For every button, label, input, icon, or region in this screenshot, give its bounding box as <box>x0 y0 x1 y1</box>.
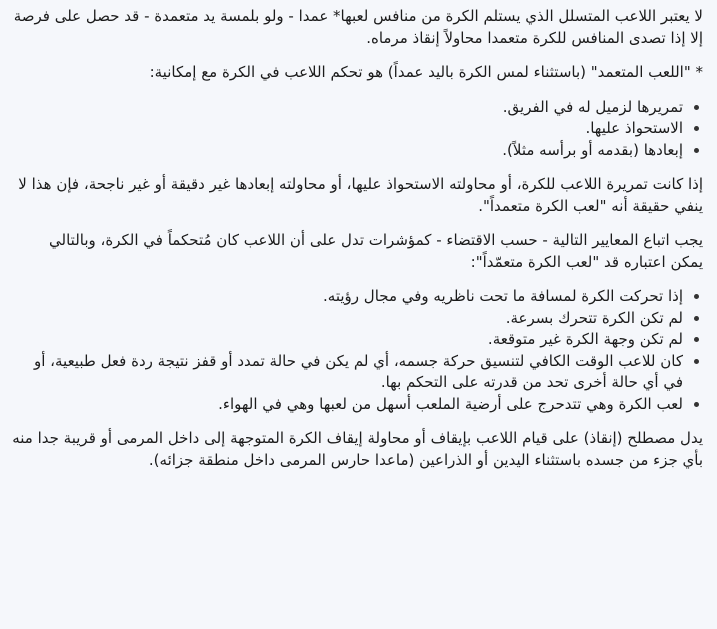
list-item: • الاستحواذ عليها. <box>12 118 683 140</box>
list-item: • لم تكن الكرة تتحرك بسرعة. <box>12 308 683 330</box>
list-item: • تمريرها لزميل له في الفريق. <box>12 97 683 119</box>
list-item: • كان للاعب الوقت الكافي لتنسيق حركة جسمه، أي لم يكن في حالة تمدد أو قفز نتيجة ردة فعل طبيعية، أو في أي حالة أخرى تحد من قدرته على التحكم بها. <box>12 351 683 394</box>
list-item: • لعب الكرة وهي تتدحرج على أرضية الملعب أسهل من لعبها وهي في الهواء. <box>12 394 683 416</box>
control-criteria-list <box>12 286 703 415</box>
paragraph-deliberate-play-definition: * "اللعب المتعمد" (باستثناء لمس الكرة باليد عمداً) هو تحكم اللاعب في الكرة مع إمكانية: <box>149 63 703 81</box>
list-item: • إذا تحركت الكرة لمسافة ما تحت ناظريه وفي مجال رؤيته. <box>12 286 683 308</box>
paragraph-inaccurate-attempt: إذا كانت تمريرة اللاعب للكرة، أو محاولته الاستحواذ عليها، أو محاولته إبعادها غير دقيقة أو غير ناجحة، فإن هذا لا ينفي حقيقة أنه "لعب الكرة متعمداً". <box>18 175 703 215</box>
list-item: • إبعادها (بقدمه أو برأسه مثلاً). <box>12 140 683 162</box>
deliberate-play-options-list <box>12 97 703 162</box>
paragraph-offside-rule: لا يعتبر اللاعب المتسلل الذي يستلم الكرة من منافس لعبها* عمدا - ولو بلمسة يد متعمدة - قد حصل على فرصة إلا إذا تصدى المنافس للكرة متعمدا محاولاً إنقاذ مرماه. <box>13 7 703 47</box>
list-item: • لم تكن وجهة الكرة غير متوقعة. <box>12 329 683 351</box>
paragraph-save-definition: يدل مصطلح (إنقاذ) على قيام اللاعب بإيقاف أو محاولة إيقاف الكرة المتوجهة إلى داخل المرمى أو قريبة جدا منه بأي جزء من جسده باستثناء اليدين أو الذراعين (ماعدا حارس المرمى داخل منطقة جزائه). <box>12 429 703 469</box>
paragraph-criteria-intro: يجب اتباع المعايير التالية - حسب الاقتضاء - كمؤشرات تدل على أن اللاعب كان مُتحكماً في الكرة، وبالتالي يمكن اعتباره قد "لعب الكرة متعمّداً": <box>49 231 703 271</box>
